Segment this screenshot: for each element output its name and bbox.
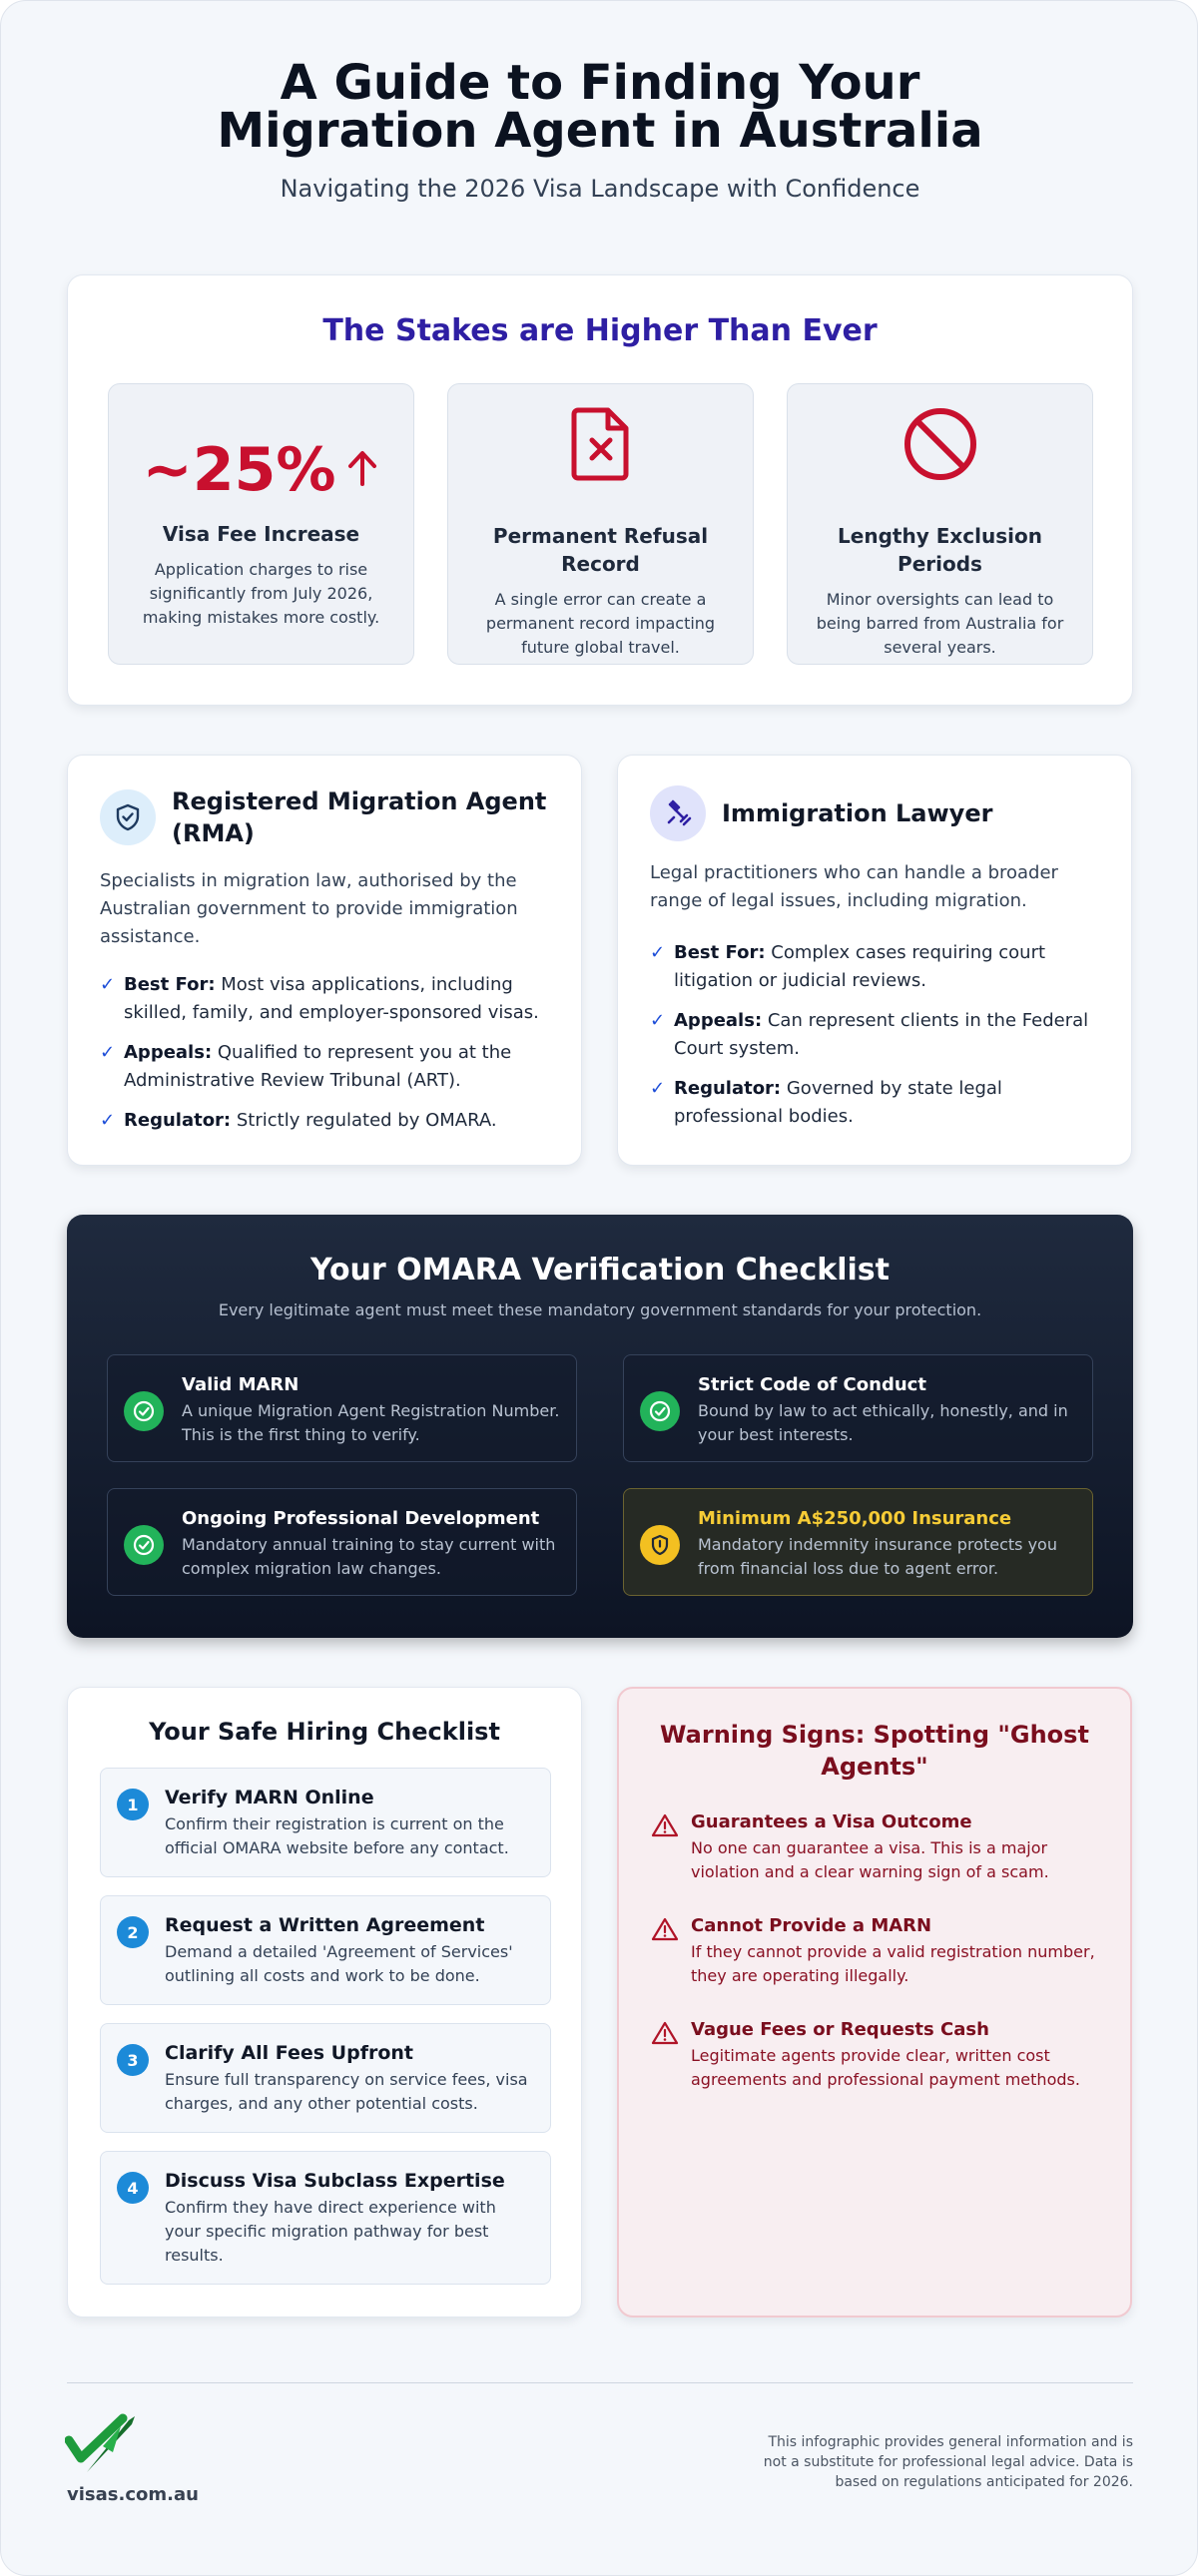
header xyxy=(1,55,1198,203)
checklist-step: 4 Discuss Visa Subclass Expertise Confirm they have direct experience with your specific migration pathway for best results. xyxy=(100,2151,551,2285)
stake-text: Minor oversights can lead to being barred from Australia for several years. xyxy=(816,590,1064,657)
prohibited-icon xyxy=(810,406,1070,490)
lawyer-title: Immigration Lawyer xyxy=(722,799,993,827)
safe-hiring-title: Your Safe Hiring Checklist xyxy=(149,1718,500,1746)
check-circle-icon xyxy=(640,1391,680,1431)
list-item: ✓ Best For: Complex cases requiring court litigation or judicial reviews. xyxy=(650,939,1099,995)
plane-check-logo-icon xyxy=(65,2412,139,2480)
warning-title: Warning Signs: Spotting "Ghost Agents" xyxy=(660,1721,1089,1781)
checkmark-icon: ✓ xyxy=(100,1042,116,1063)
stake-card-fee xyxy=(108,383,414,665)
stakes-section xyxy=(67,274,1133,706)
page-title: A Guide to Finding Your Migration Agent in Australia xyxy=(217,55,983,159)
shield-icon xyxy=(640,1525,680,1565)
stake-title: Permanent Refusal Record xyxy=(492,524,709,576)
stake-title: Lengthy Exclusion Periods xyxy=(838,524,1042,576)
stake-title: Visa Fee Increase xyxy=(162,522,360,546)
checkmark-icon: ✓ xyxy=(650,1078,666,1099)
list-item: ✓ Appeals: Can represent clients in the Federal Court system. xyxy=(650,1007,1099,1063)
warning-signs-section xyxy=(617,1687,1132,2318)
shield-check-icon xyxy=(100,789,156,845)
checklist-step: 2 Request a Written Agreement Demand a detailed 'Agreement of Services' outlining all costs and work to be done. xyxy=(100,1895,551,2005)
omara-subtitle: Every legitimate agent must meet these mandatory government standards for your protection. xyxy=(218,1300,982,1319)
rma-list xyxy=(100,971,549,1135)
lawyer-card xyxy=(617,755,1132,1166)
check-circle-icon xyxy=(124,1391,164,1431)
gavel-icon xyxy=(650,785,706,841)
fee-increase-value: ~25% xyxy=(142,435,336,505)
omara-item-development: Ongoing Professional Development Mandatory annual training to stay current with complex migration law changes. xyxy=(107,1488,577,1596)
list-item: ✓ Best For: Most visa applications, including skilled, family, and employer-sponsored visas. xyxy=(100,971,549,1027)
warning-icon xyxy=(651,2018,691,2092)
rma-intro: Specialists in migration law, authorised by the Australian government to provide immigration assistance. xyxy=(100,870,518,947)
stake-card-exclusion xyxy=(787,383,1093,665)
checklist-step: 3 Clarify All Fees Upfront Ensure full transparency on service fees, visa charges, and any other potential costs. xyxy=(100,2023,551,2133)
page-subtitle: Navigating the 2026 Visa Landscape with Confidence xyxy=(280,175,920,203)
lawyer-list xyxy=(650,939,1099,1131)
footer-divider xyxy=(67,2382,1133,2383)
stake-text: Application charges to rise significantly from July 2026, making mistakes more costly. xyxy=(142,560,380,627)
list-item: ✓ Appeals: Qualified to represent you at the Administrative Review Tribunal (ART). xyxy=(100,1039,549,1095)
omara-item-conduct: Strict Code of Conduct Bound by law to act ethically, honestly, and in your best interests. xyxy=(623,1354,1093,1462)
omara-item-marn: Valid MARN A unique Migration Agent Registration Number. This is the first thing to verify. xyxy=(107,1354,577,1462)
brand-name: visas.com.au xyxy=(67,2484,199,2505)
check-circle-icon xyxy=(124,1525,164,1565)
stake-card-refusal xyxy=(447,383,754,665)
checkmark-icon: ✓ xyxy=(650,942,666,963)
warning-item: Vague Fees or Requests Cash Legitimate agents provide clear, written cost agreements and professional payment methods. xyxy=(651,2018,1098,2092)
omara-section xyxy=(67,1215,1133,1638)
list-item: ✓ Regulator: Strictly regulated by OMARA. xyxy=(100,1107,549,1135)
checkmark-icon: ✓ xyxy=(100,1110,116,1131)
checkmark-icon: ✓ xyxy=(650,1010,666,1031)
warning-icon xyxy=(651,1810,691,1884)
rma-title: Registered Migration Agent (RMA) xyxy=(172,787,547,847)
stake-text: A single error can create a permanent record impacting future global travel. xyxy=(485,590,716,657)
checklist-step: 1 Verify MARN Online Confirm their registration is current on the official OMARA website before any contact. xyxy=(100,1768,551,1877)
document-x-icon xyxy=(470,406,731,490)
warning-item: Cannot Provide a MARN If they cannot provide a valid registration number, they are operating illegally. xyxy=(651,1914,1098,1988)
list-item: ✓ Regulator: Governed by state legal professional bodies. xyxy=(650,1075,1099,1131)
warning-item: Guarantees a Visa Outcome No one can guarantee a visa. This is a major violation and a clear warning sign of a scam. xyxy=(651,1810,1098,1884)
arrow-up-icon xyxy=(345,448,379,492)
checkmark-icon: ✓ xyxy=(100,974,116,995)
safe-hiring-section xyxy=(67,1687,582,2318)
omara-item-insurance: Minimum A$250,000 Insurance Mandatory indemnity insurance protects you from financial loss due to agent error. xyxy=(623,1488,1093,1596)
omara-title: Your OMARA Verification Checklist xyxy=(309,1253,891,1288)
disclaimer: This infographic provides general information and is not a substitute for professional legal advice. Data is based on regulations anticipated for 2026. xyxy=(763,2434,1133,2490)
warning-icon xyxy=(651,1914,691,1988)
lawyer-intro: Legal practitioners who can handle a broader range of legal issues, including migration. xyxy=(650,862,1058,911)
stakes-title: The Stakes are Higher Than Ever xyxy=(322,313,878,348)
rma-card xyxy=(67,755,582,1166)
